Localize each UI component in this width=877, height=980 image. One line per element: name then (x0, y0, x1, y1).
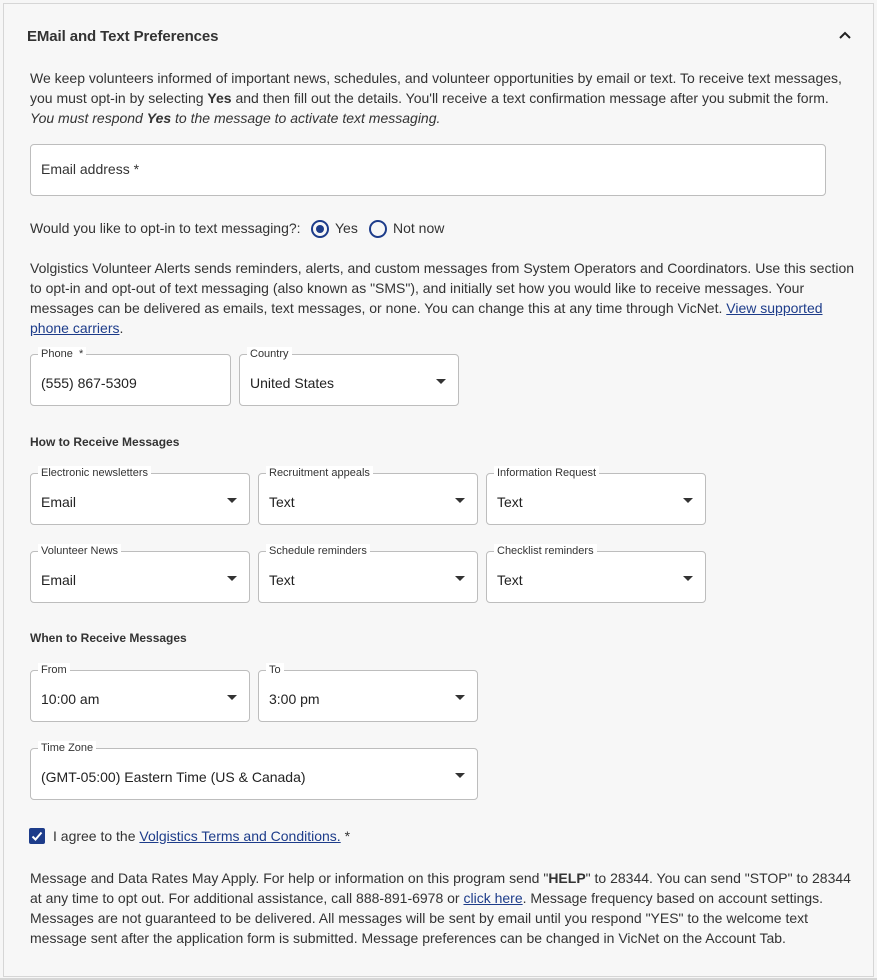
phone-value: (555) 867-5309 (41, 375, 137, 391)
chevron-up-icon[interactable] (833, 24, 857, 48)
section-header[interactable] (27, 20, 867, 52)
agree-label: I agree to the Volgistics Terms and Conditions. * (53, 828, 351, 844)
chevron-down-icon (436, 379, 446, 384)
email-field[interactable] (30, 144, 826, 196)
required-marker: * (133, 161, 140, 177)
optin-yes-radio[interactable] (311, 220, 329, 238)
country-select[interactable] (239, 348, 459, 406)
chevron-down-icon (455, 576, 465, 581)
agree-checkbox[interactable] (29, 828, 45, 844)
optin-not-now-radio[interactable] (369, 220, 387, 238)
recruitment-appeals-select[interactable]: Recruitment appeals Text (258, 473, 478, 525)
when-heading: When to Receive Messages (30, 631, 187, 645)
information-request-select[interactable]: Information Request Text (486, 473, 706, 525)
phone-field[interactable]: Phone * (555) 867-5309 (30, 354, 231, 406)
chevron-down-icon (455, 773, 465, 778)
footer-disclaimer: Message and Data Rates May Apply. For help or information on this program send "HELP" to 28344. You can send "STOP" to 28344 at any time to opt out. For additional assistance, call 888-891-6978 or click here. Message frequency based on account settings. Messages are not guaranteed to be delivered. All messages will be sent by email until you respond "YES" to the welcome text message sent after the application form is submitted. Message preferences can be changed in VicNet on the Account Tab. (30, 870, 851, 946)
chevron-down-icon (455, 695, 465, 700)
country-value: United States (250, 375, 335, 391)
chevron-down-icon (455, 498, 465, 503)
time-zone-select[interactable]: Time Zone (GMT-05:00) Eastern Time (US & Canada) (30, 748, 478, 800)
chevron-down-icon (227, 576, 237, 581)
click-here-link[interactable]: click here (463, 890, 523, 906)
terms-link[interactable]: Volgistics Terms and Conditions. (139, 828, 341, 844)
intro-text: We keep volunteers informed of important news, schedules, and volunteer opportunities by email or text. To receive text messages, you must opt-in by selecting Yes and then fill out the details. You'll receive a text confirmation message after you submit the form. You must respond Yes to the message to activate text messaging. (30, 70, 842, 126)
chevron-down-icon (227, 498, 237, 503)
email-label: Email address (41, 161, 130, 177)
alerts-description: Volgistics Volunteer Alerts sends reminders, alerts, and custom messages from System Operators and Coordinators. Use this section to opt-in and opt-out of text messaging (also known as "SMS"), and initially set how you would like to receive messages. Your messages can be delivered as emails, text messages, or none. You can change this at any time through VicNet. View supported phone carriers. (30, 260, 855, 336)
checklist-reminders-select[interactable]: Checklist reminders Text (486, 551, 706, 603)
optin-yes-label[interactable]: Yes (335, 220, 358, 236)
electronic-newsletters-select[interactable]: Electronic newsletters Email (30, 473, 250, 525)
supported-carriers-link[interactable]: View supported phone carriers (30, 300, 823, 336)
country-label: Country (247, 347, 292, 361)
section-title: EMail and Text Preferences (27, 28, 219, 45)
chevron-down-icon (227, 695, 237, 700)
schedule-reminders-select[interactable]: Schedule reminders Text (258, 551, 478, 603)
phone-label: Phone (41, 348, 73, 360)
chevron-down-icon (683, 498, 693, 503)
checkmark-icon (30, 829, 44, 843)
optin-not-now-label[interactable]: Not now (393, 220, 445, 236)
to-time-select[interactable]: To 3:00 pm (258, 670, 478, 722)
optin-question: Would you like to opt-in to text messaging?: (30, 220, 301, 236)
volunteer-news-select[interactable]: Volunteer News Email (30, 551, 250, 603)
from-time-select[interactable]: From 10:00 am (30, 670, 250, 722)
how-heading: How to Receive Messages (30, 435, 180, 449)
chevron-down-icon (683, 576, 693, 581)
